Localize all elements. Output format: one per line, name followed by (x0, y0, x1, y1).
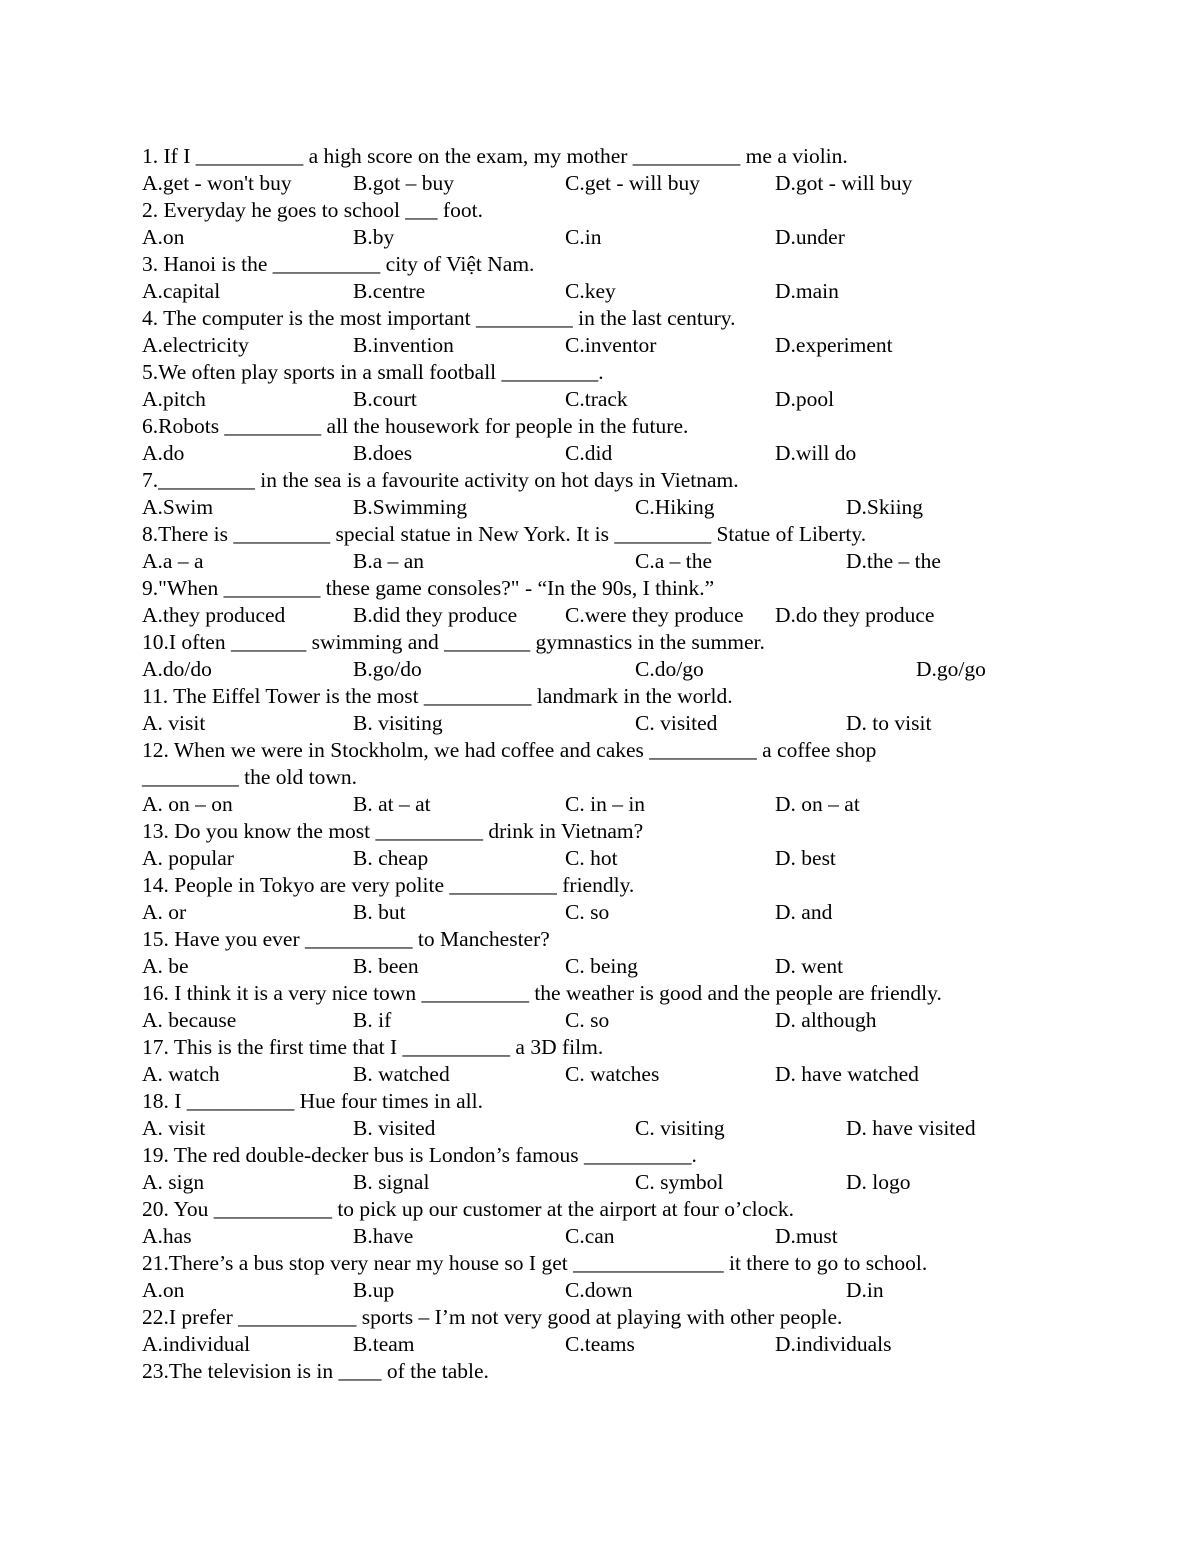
question-item (142, 413, 1142, 467)
option-b: B.go/do (353, 657, 422, 681)
option-c: C. watches (565, 1062, 660, 1086)
option-c: C. visiting (635, 1116, 725, 1140)
option-d: D.individuals (775, 1332, 892, 1356)
option-d: D.under (775, 225, 845, 249)
question-item (142, 629, 1142, 683)
option-b: B. watched (353, 1062, 450, 1086)
option-c: C. in – in (565, 792, 646, 816)
question-text: 17. This is the first time that I __________ a 3D film. (142, 1035, 604, 1059)
option-a: A.capital (142, 279, 221, 303)
option-d: D.in (846, 1278, 884, 1302)
question-item (142, 1142, 1142, 1196)
question-text: 18. I __________ Hue four times in all. (142, 1089, 483, 1113)
option-d: D.will do (775, 441, 857, 465)
option-a: A.electricity (142, 333, 249, 357)
option-d: D.experiment (775, 333, 893, 357)
option-c: C.did (565, 441, 613, 465)
question-item (142, 197, 1142, 251)
option-d: D.Skiing (846, 495, 924, 519)
option-a: A.do/do (142, 657, 212, 681)
option-d: D. went (775, 954, 844, 978)
answer-options (142, 494, 1142, 521)
answer-options (142, 1331, 1142, 1358)
question-item (142, 926, 1142, 980)
question-item (142, 1196, 1142, 1250)
question-item (142, 467, 1142, 521)
answer-options (142, 170, 1142, 197)
question-text: 23.The television is in ____ of the table. (142, 1359, 489, 1383)
question-text: 4. The computer is the most important _________ in the last century. (142, 306, 736, 330)
option-c: C. so (565, 1008, 610, 1032)
question-text: _________ the old town. (142, 765, 357, 789)
option-b: B.up (353, 1278, 395, 1302)
option-d: D. although (775, 1008, 877, 1032)
option-d: D. and (775, 900, 833, 924)
question-item (142, 980, 1142, 1034)
option-a: A. because (142, 1008, 237, 1032)
answer-options (142, 1277, 1142, 1304)
question-text: 5.We often play sports in a small football _________. (142, 360, 604, 384)
option-b: B.Swimming (353, 495, 468, 519)
option-b: B.by (353, 225, 395, 249)
option-c: C.do/go (635, 657, 704, 681)
answer-options (142, 1169, 1142, 1196)
option-b: B.court (353, 387, 417, 411)
answer-options (142, 1115, 1142, 1142)
option-d: D.must (775, 1224, 838, 1248)
option-d: D.main (775, 279, 839, 303)
option-d: D. have watched (775, 1062, 919, 1086)
option-b: B. signal (353, 1170, 430, 1194)
option-b: B. at – at (353, 792, 431, 816)
question-item (142, 521, 1142, 575)
option-c: C.down (565, 1278, 633, 1302)
option-b: B. but (353, 900, 406, 924)
answer-options (142, 710, 1142, 737)
question-text: 12. When we were in Stockholm, we had coffee and cakes __________ a coffee shop (142, 738, 877, 762)
question-text: 14. People in Tokyo are very polite __________ friendly. (142, 873, 635, 897)
question-item (142, 818, 1142, 872)
answer-options (142, 1223, 1142, 1250)
option-c: C. hot (565, 846, 618, 870)
question-item (142, 1358, 1142, 1385)
option-d: D. to visit (846, 711, 932, 735)
option-b: B. cheap (353, 846, 429, 870)
option-b: B.got – buy (353, 171, 454, 195)
question-text: 6.Robots _________ all the housework for people in the future. (142, 414, 689, 438)
question-text: 19. The red double-decker bus is London’s famous __________. (142, 1143, 697, 1167)
option-a: A.on (142, 1278, 185, 1302)
option-a: A. be (142, 954, 189, 978)
answer-options (142, 224, 1142, 251)
option-a: A.get - won't buy (142, 171, 292, 195)
question-item (142, 737, 1142, 818)
question-text: 11. The Eiffel Tower is the most __________ landmark in the world. (142, 684, 733, 708)
option-a: A.a – a (142, 549, 204, 573)
option-b: B.team (353, 1332, 415, 1356)
option-b: B.does (353, 441, 413, 465)
question-item (142, 575, 1142, 629)
option-c: C.can (565, 1224, 615, 1248)
option-d: D.the – the (846, 549, 941, 573)
answer-options (142, 1061, 1142, 1088)
option-c: C. visited (635, 711, 718, 735)
option-a: A.do (142, 441, 185, 465)
answer-options (142, 548, 1142, 575)
option-c: C.teams (565, 1332, 635, 1356)
option-a: A.Swim (142, 495, 214, 519)
option-a: A.they produced (142, 603, 286, 627)
question-text: 13. Do you know the most __________ drink in Vietnam? (142, 819, 644, 843)
answer-options (142, 845, 1142, 872)
option-d: D. on – at (775, 792, 860, 816)
option-c: C.in (565, 225, 602, 249)
answer-options (142, 899, 1142, 926)
option-a: A. popular (142, 846, 234, 870)
option-c: C. so (565, 900, 610, 924)
question-text: 1. If I __________ a high score on the exam, my mother __________ me a violin. (142, 144, 848, 168)
question-item (142, 1304, 1142, 1358)
question-text: 20. You ___________ to pick up our customer at the airport at four o’clock. (142, 1197, 795, 1221)
answer-options (142, 440, 1142, 467)
option-a: A. on – on (142, 792, 233, 816)
answer-options (142, 1007, 1142, 1034)
question-text: 3. Hanoi is the __________ city of Việt Nam. (142, 252, 535, 276)
option-b: B. visited (353, 1116, 436, 1140)
question-item (142, 1034, 1142, 1088)
option-a: A. visit (142, 711, 206, 735)
option-c: C.get - will buy (565, 171, 700, 195)
question-item (142, 251, 1142, 305)
question-text: 22.I prefer ___________ sports – I’m not very good at playing with other people. (142, 1305, 843, 1329)
option-a: A.individual (142, 1332, 251, 1356)
question-text: 21.There’s a bus stop very near my house so I get ______________ it there to go to school. (142, 1251, 928, 1275)
option-b: B.have (353, 1224, 414, 1248)
question-item (142, 1250, 1142, 1304)
option-b: B.did they produce (353, 603, 518, 627)
option-d: D.pool (775, 387, 835, 411)
option-a: A.pitch (142, 387, 206, 411)
question-text: 16. I think it is a very nice town __________ the weather is good and the people are friendly. (142, 981, 942, 1005)
worksheet (142, 143, 1142, 1385)
option-b: B. if (353, 1008, 392, 1032)
question-text: 7._________ in the sea is a favourite activity on hot days in Vietnam. (142, 468, 739, 492)
option-b: B.invention (353, 333, 454, 357)
question-item (142, 1088, 1142, 1142)
answer-options (142, 656, 1142, 683)
option-c: C. being (565, 954, 638, 978)
answer-options (142, 386, 1142, 413)
option-c: C.were they produce (565, 603, 744, 627)
option-a: A.on (142, 225, 185, 249)
option-d: D. have visited (846, 1116, 976, 1140)
question-text: 15. Have you ever __________ to Manchester? (142, 927, 550, 951)
option-b: B. visiting (353, 711, 443, 735)
question-item (142, 359, 1142, 413)
question-item (142, 143, 1142, 197)
question-item (142, 872, 1142, 926)
answer-options (142, 791, 1142, 818)
answer-options (142, 953, 1142, 980)
question-text: 8.There is _________ special statue in New York. It is _________ Statue of Liberty. (142, 522, 867, 546)
option-d: D. logo (846, 1170, 911, 1194)
option-a: A. watch (142, 1062, 220, 1086)
option-a: A. or (142, 900, 187, 924)
option-a: A. sign (142, 1170, 205, 1194)
answer-options (142, 278, 1142, 305)
question-item (142, 305, 1142, 359)
question-text: 9."When _________ these game consoles?" - “In the 90s, I think.” (142, 576, 715, 600)
option-c: C. symbol (635, 1170, 724, 1194)
option-d: D.do they produce (775, 603, 935, 627)
question-text: 10.I often _______ swimming and ________ gymnastics in the summer. (142, 630, 765, 654)
option-d: D.got - will buy (775, 171, 913, 195)
option-d: D. best (775, 846, 836, 870)
option-a: A. visit (142, 1116, 206, 1140)
option-a: A.has (142, 1224, 192, 1248)
option-b: B.a – an (353, 549, 425, 573)
question-text: 2. Everyday he goes to school ___ foot. (142, 198, 483, 222)
answer-options (142, 332, 1142, 359)
question-item (142, 683, 1142, 737)
option-c: C.inventor (565, 333, 657, 357)
option-b: B.centre (353, 279, 426, 303)
option-c: C.key (565, 279, 616, 303)
option-b: B. been (353, 954, 419, 978)
answer-options (142, 602, 1142, 629)
option-c: C.a – the (635, 549, 713, 573)
option-d: D.go/go (916, 657, 986, 681)
option-c: C.Hiking (635, 495, 715, 519)
option-c: C.track (565, 387, 628, 411)
